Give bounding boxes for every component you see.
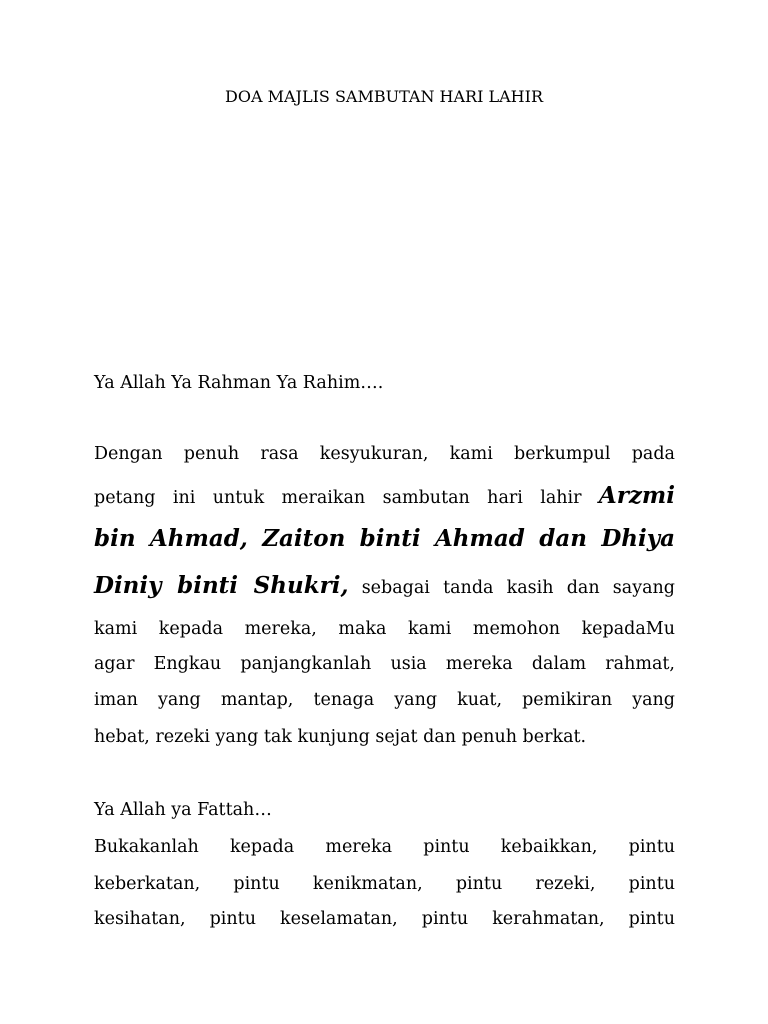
para1-line2 [94, 479, 675, 513]
para1-line2-text: petang ini untuk meraikan sambutan hari lahir [94, 488, 582, 508]
para2-line2: keberkatan, pintu kenikmatan, pintu rezeki, pintu [94, 874, 675, 894]
greeting-rahman: Ya Allah Ya Rahman Ya Rahim…. [94, 373, 384, 393]
para1-line4 [94, 569, 675, 603]
celebrant-name-dhiya: Diniy binti Shukri, [94, 572, 349, 599]
greeting-fattah: Ya Allah ya Fattah… [94, 800, 272, 820]
para1-line7: iman yang mantap, tenaga yang kuat, pemikiran yang [94, 690, 675, 710]
para1-line1: Dengan penuh rasa kesyukuran, kami berkumpul pada [94, 444, 675, 464]
para2-line3: kesihatan, pintu keselamatan, pintu kerahmatan, pintu [94, 909, 675, 929]
para1-line6: agar Engkau panjangkanlah usia mereka dalam rahmat, [94, 654, 675, 674]
para1-line8: hebat, rezeki yang tak kunjung sejat dan penuh berkat. [94, 727, 587, 747]
celebrant-name-arzmi: Arzmi [598, 482, 675, 509]
para1-line4-text: sebagai tanda kasih dan sayang [361, 578, 675, 598]
para2-line1: Bukakanlah kepada mereka pintu kebaikkan, pintu [94, 837, 675, 857]
para1-line5: kami kepada mereka, maka kami memohon kepadaMu [94, 619, 675, 639]
celebrant-names-line: bin Ahmad, Zaiton binti Ahmad dan Dhiya [94, 525, 675, 552]
document-title: DOA MAJLIS SAMBUTAN HARI LAHIR [225, 87, 543, 106]
